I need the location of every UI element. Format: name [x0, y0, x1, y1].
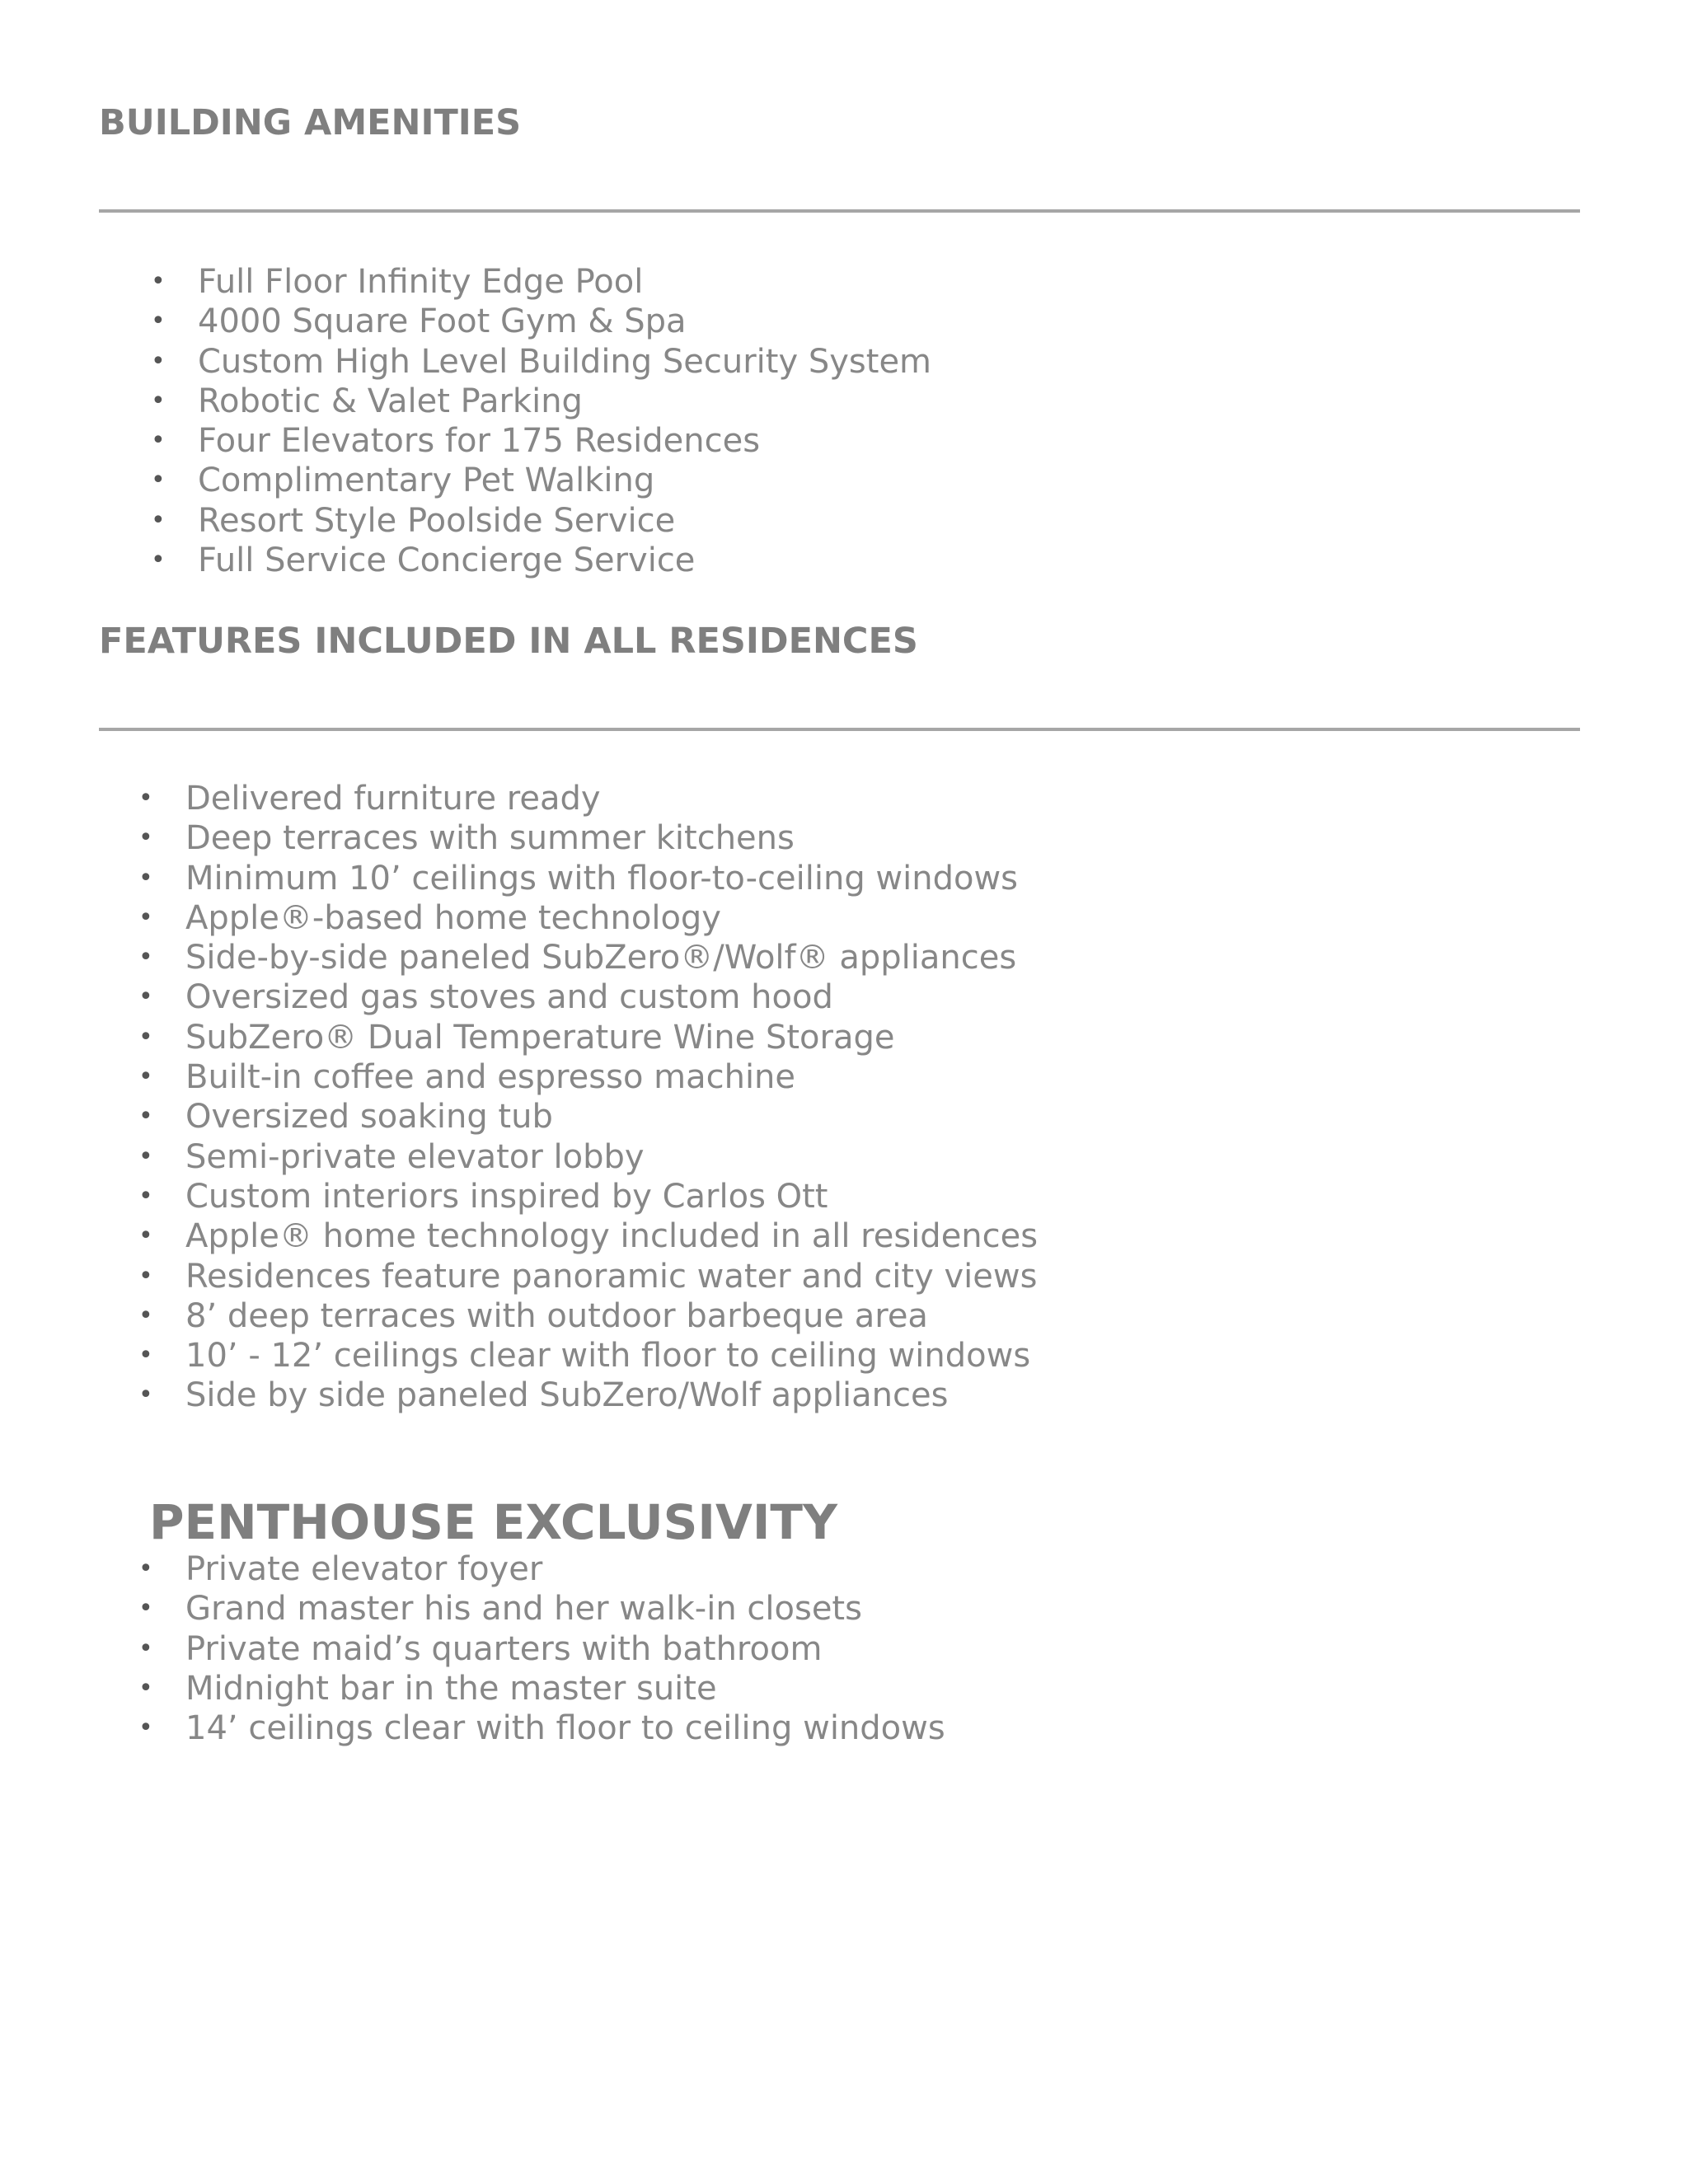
bullet-icon: • [138, 1633, 153, 1663]
list-item: • Custom High Level Building Security System [151, 342, 932, 381]
list-item: • Deep terraces with summer kitchens [138, 819, 795, 858]
bullet-icon: • [151, 546, 166, 575]
list-item: • Oversized gas stoves and custom hood [138, 978, 833, 1017]
list-item: • Delivered furniture ready [138, 780, 601, 818]
bullet-icon: • [138, 1594, 153, 1624]
bullet-icon: • [151, 505, 166, 535]
features-heading: FEATURES INCLUDED IN ALL RESIDENCES [99, 621, 918, 662]
penthouse-heading: PENTHOUSE EXCLUSIVITY [149, 1494, 837, 1550]
list-item: • Midnight bar in the master suite [138, 1669, 717, 1708]
bullet-icon: • [138, 1062, 153, 1092]
list-item: • Complimentary Pet Walking [151, 462, 655, 500]
list-item: • Side by side paneled SubZero/Wolf appliances [138, 1376, 949, 1415]
list-item: • Full Service Concierge Service [151, 541, 696, 580]
bullet-icon: • [138, 823, 153, 853]
bullet-icon: • [138, 1341, 153, 1371]
bullet-icon: • [138, 1141, 153, 1171]
list-item: • Apple® home technology included in all residences [138, 1217, 1039, 1256]
list-item: • Oversized soaking tub [138, 1098, 553, 1137]
bullet-icon: • [138, 1301, 153, 1330]
bullet-icon: • [138, 784, 153, 813]
list-item: • 4000 Square Foot Gym & Spa [151, 302, 687, 341]
bullet-icon: • [151, 346, 166, 376]
bullet-icon: • [138, 1673, 153, 1703]
list-item: • Minimum 10’ ceilings with floor-to-ceiling windows [138, 859, 1019, 898]
building-amenities-heading: BUILDING AMENITIES [99, 102, 522, 143]
bullet-icon: • [151, 386, 166, 415]
bullet-icon: • [138, 1181, 153, 1211]
list-item: • Private maid’s quarters with bathroom [138, 1629, 823, 1668]
bullet-icon: • [138, 902, 153, 932]
list-item: • 8’ deep terraces with outdoor barbeque area [138, 1296, 928, 1335]
list-item: • Custom interiors inspired by Carlos Ott [138, 1177, 828, 1216]
list-item: • Four Elevators for 175 Residences [151, 422, 761, 461]
list-item: • Private elevator foyer [138, 1550, 543, 1588]
list-item: • Built-in coffee and espresso machine [138, 1058, 796, 1097]
bullet-icon: • [151, 267, 166, 296]
list-item: • Residences feature panoramic water and city views [138, 1257, 1038, 1296]
bullet-icon: • [138, 1713, 153, 1743]
list-item: • Apple®-based home technology [138, 898, 721, 937]
list-item: • 10’ - 12’ ceilings clear with floor to ceiling windows [138, 1337, 1031, 1376]
bullet-icon: • [138, 1102, 153, 1132]
building-amenities-divider [99, 209, 1580, 213]
penthouse-list [138, 1549, 945, 1748]
bullet-icon: • [151, 307, 166, 336]
list-item: • Grand master his and her walk-in closets [138, 1590, 862, 1629]
features-divider [99, 728, 1580, 731]
bullet-icon: • [138, 1022, 153, 1052]
bullet-icon: • [138, 1261, 153, 1291]
bullet-icon: • [138, 943, 153, 972]
list-item: • 14’ ceilings clear with floor to ceiling windows [138, 1709, 945, 1748]
building-amenities-list [151, 262, 932, 580]
bullet-icon: • [138, 1221, 153, 1251]
list-item: • Semi-private elevator lobby [138, 1137, 645, 1176]
bullet-icon: • [151, 466, 166, 495]
bullet-icon: • [138, 863, 153, 893]
bullet-icon: • [138, 1380, 153, 1410]
bullet-icon: • [138, 1554, 153, 1583]
list-item: • Resort Style Poolside Service [151, 501, 676, 540]
features-list [138, 779, 1039, 1416]
list-item: • Robotic & Valet Parking [151, 382, 583, 420]
bullet-icon: • [151, 426, 166, 456]
list-item: • SubZero® Dual Temperature Wine Storage [138, 1018, 895, 1057]
list-item: • Full Floor Infinity Edge Pool [151, 263, 644, 301]
bullet-icon: • [138, 982, 153, 1012]
list-item: • Side-by-side paneled SubZero®/Wolf® appliances [138, 939, 1017, 977]
